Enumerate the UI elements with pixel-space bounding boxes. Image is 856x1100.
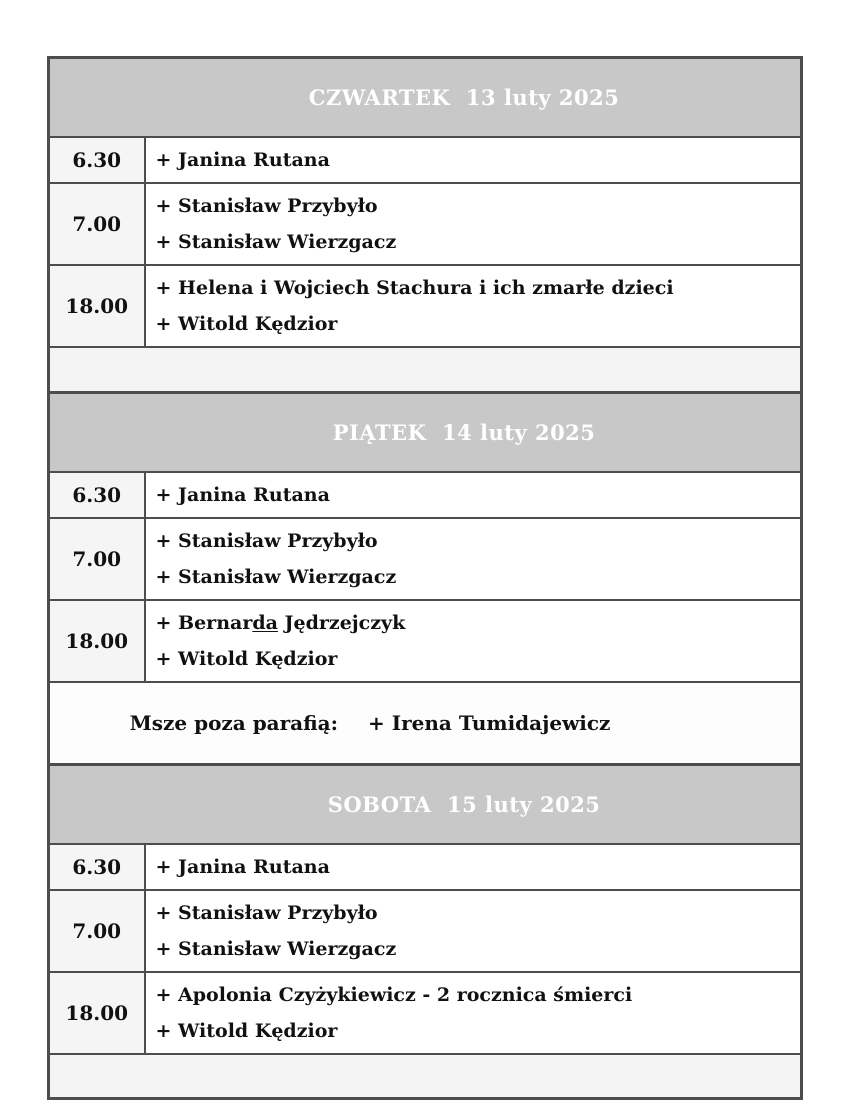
intention-line: + Apolonia Czyżykiewicz - 2 rocznica śmierci [155, 983, 633, 1006]
intention-cell [145, 518, 802, 600]
intention-line: + Bernarda Jędrzejczyk [155, 611, 406, 634]
intention-line: + Stanisław Wierzgacz [155, 231, 397, 253]
intention-cell [145, 137, 802, 183]
intention-cell [145, 265, 802, 347]
outside-parish-label: Msze poza parafią: [129, 710, 339, 735]
day-header-saturday [49, 764, 802, 844]
intention-line: + Witold Kędzior [155, 313, 338, 335]
table-row [49, 58, 802, 138]
table-row [49, 265, 802, 347]
table-row [49, 518, 802, 600]
day-header-label: PIĄTEK 14 luty 2025 [332, 419, 596, 445]
table-row [49, 844, 802, 890]
mass-schedule-table [47, 56, 803, 1100]
table-row [49, 682, 802, 765]
intention-cell [145, 183, 802, 265]
intention-line: + Witold Kędzior [155, 647, 338, 670]
intention-line: + Janina Rutana [155, 855, 330, 878]
intention-cell [145, 972, 802, 1054]
day-header-thursday [49, 58, 802, 138]
time-label: 18.00 [65, 628, 129, 653]
time-label: 7.00 [72, 546, 122, 571]
intention-line: + Stanisław Wierzgacz [155, 565, 397, 588]
time-cell [49, 890, 145, 972]
table-row [49, 890, 802, 972]
time-cell [49, 265, 145, 347]
time-label: 7.00 [72, 918, 122, 943]
table-row [49, 972, 802, 1054]
time-label: 6.30 [72, 148, 122, 172]
table-row [49, 137, 802, 183]
time-cell [49, 472, 145, 518]
time-label: 18.00 [65, 1000, 129, 1025]
day-header-label: SOBOTA 15 luty 2025 [327, 791, 601, 817]
intention-line: + Stanisław Przybyło [155, 529, 378, 552]
table-row [49, 392, 802, 472]
time-cell [49, 844, 145, 890]
intention-line: + Stanisław Wierzgacz [155, 937, 397, 960]
intention-line: + Witold Kędzior [155, 1019, 338, 1042]
separator-row [49, 347, 802, 392]
table-row [49, 183, 802, 265]
intention-line: + Janina Rutana [155, 483, 330, 506]
time-cell [49, 600, 145, 682]
time-label: 6.30 [72, 482, 122, 507]
intention-line: + Janina Rutana [155, 149, 330, 171]
intention-cell [145, 472, 802, 518]
time-cell [49, 137, 145, 183]
intention-line: + Stanisław Przybyło [155, 195, 378, 217]
intention-line: + Stanisław Przybyło [155, 901, 378, 924]
table-row [49, 347, 802, 392]
table-row [49, 600, 802, 682]
intention-cell [145, 890, 802, 972]
separator-row [49, 1054, 802, 1099]
time-cell [49, 183, 145, 265]
day-header-label: CZWARTEK 13 luty 2025 [308, 85, 620, 110]
outside-parish-intention: + Irena Tumidajewicz [368, 710, 611, 735]
time-cell [49, 972, 145, 1054]
outside-parish-row [49, 682, 802, 765]
intention-line: + Helena i Wojciech Stachura i ich zmarłe dzieci [155, 277, 674, 299]
time-label: 7.00 [72, 212, 122, 236]
day-header-friday [49, 392, 802, 472]
table-row [49, 1054, 802, 1099]
intention-cell [145, 844, 802, 890]
time-label: 18.00 [65, 294, 129, 318]
time-cell [49, 518, 145, 600]
table-row [49, 472, 802, 518]
intention-cell [145, 600, 802, 682]
time-label: 6.30 [72, 854, 122, 879]
table-row [49, 764, 802, 844]
